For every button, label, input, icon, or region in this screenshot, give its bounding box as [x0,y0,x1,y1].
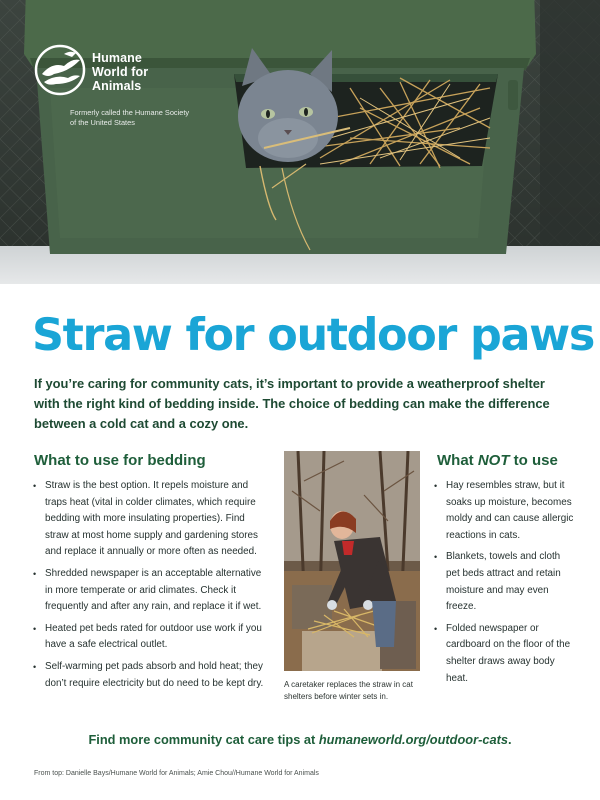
brand-name: Humane World for Animals [92,51,149,93]
running-animals-logo-icon [34,44,86,96]
list-item: • Self-warming pet pads absorb and hold heat; they don’t require electricity but do need to be kept dry. [33,659,267,692]
list-item: • Blankets, towels and cloth pet beds attract and retain moisture and may even freeze. [434,549,574,615]
cta-line [0,732,600,747]
intro-paragraph: If you’re caring for community cats, it’s important to provide a weatherproof shelter with the right kind of bedding inside. The choice of bedding can make the difference between a cold cat and a cozy one. [34,376,550,431]
cta-text: Find more community cat care tips at [88,732,319,747]
list-item: • Shredded newspaper is an acceptable alternative in more temperate or arid climates. Check it frequently and after any rain, and replace it if wet. [33,566,267,616]
photo-credits: From top: Danielle Bays/Humane World for Animals; Amie Chou//Humane World for Animals [34,770,319,777]
list-item: • Straw is the best option. It repels moisture and traps heat (vital in colder climates, which require bedding with more insulating properties). Find straw at most home supply and gardening stores and replace it annually or more often as needed. [33,478,267,561]
caretaker-illustration [284,451,420,671]
not-use-heading-before: What [437,452,478,469]
not-use-heading-emphasis: NOT [477,452,510,469]
list-item: • Hay resembles straw, but it soaks up moisture, becomes moldy and can cause allergic reactions in cats. [434,478,574,544]
list-item: • Heated pet beds rated for outdoor use work if you have a safe electrical outlet. [33,621,267,654]
list-item: • Folded newspaper or cardboard on the floor of the shelter draws away body heat. [434,621,574,687]
cta-link[interactable]: humaneworld.org/outdoor-cats [318,732,508,747]
use-list [33,478,267,697]
not-use-heading [437,452,558,470]
humane-world-logo [34,44,174,104]
cat-shelter-bin [20,0,540,274]
use-heading: What to use for bedding [34,452,206,469]
not-use-heading-after: to use [509,452,558,469]
photo-caption: A caretaker replaces the straw in cat shelters before winter sets in. [284,680,413,701]
hero-photo [0,0,600,284]
page-title: Straw for outdoor paws [32,310,594,361]
not-use-list [434,478,574,692]
caretaker-photo [284,451,420,671]
cta-end: . [507,732,512,747]
brand-tagline: Formerly called the Humane Society of the United States [70,108,190,127]
